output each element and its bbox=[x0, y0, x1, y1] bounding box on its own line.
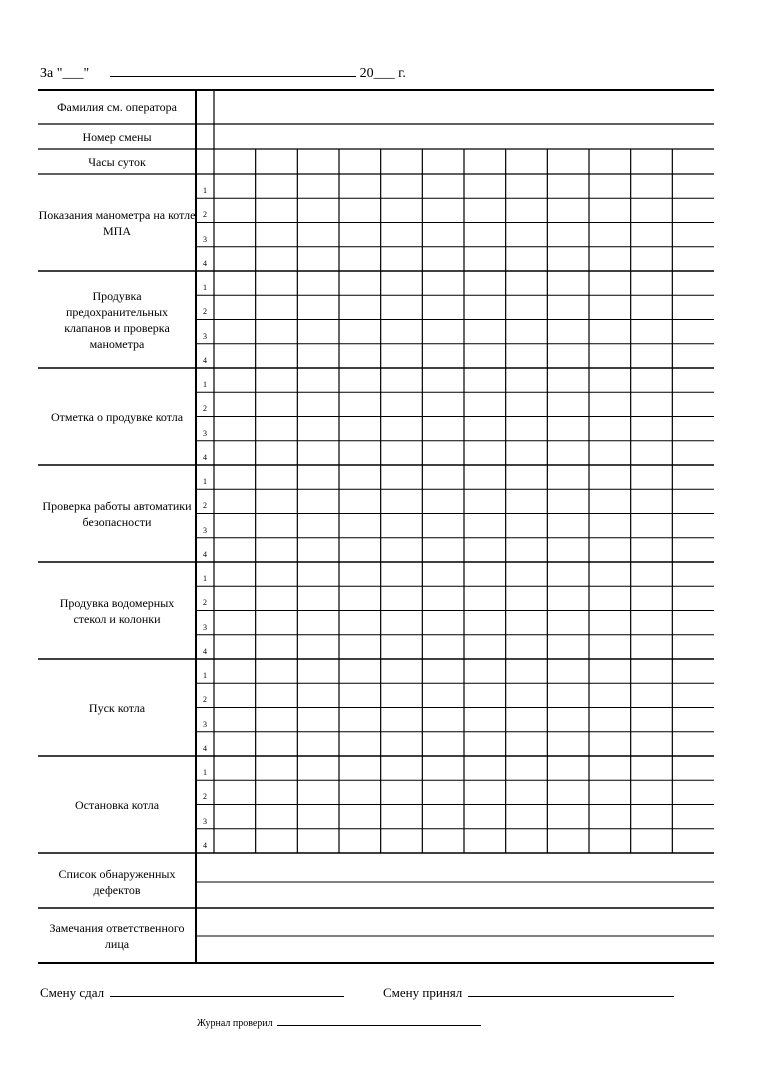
year-prefix: 20 bbox=[359, 66, 374, 81]
section-label-valves: Продувка предохранительных клапанов и проверка манометра bbox=[64, 288, 170, 351]
row-number: 3 bbox=[203, 622, 207, 632]
section-label-manometer: Показания манометра на котле МПА bbox=[38, 207, 196, 238]
row-number: 3 bbox=[203, 816, 207, 826]
section-label-automation: Проверка работы автоматики безопасности bbox=[42, 498, 192, 529]
row-number: 4 bbox=[203, 646, 207, 656]
day-quote-open: " bbox=[56, 66, 63, 81]
shift-number-label: Номер смены bbox=[82, 129, 152, 144]
day-quote-close: " bbox=[83, 66, 90, 81]
remarks-label: Замечания ответственного лица bbox=[49, 920, 185, 951]
row-number: 2 bbox=[203, 307, 207, 317]
accepted-signature[interactable] bbox=[468, 984, 674, 997]
row-number: 4 bbox=[203, 355, 207, 365]
checked-signature[interactable] bbox=[277, 1015, 481, 1026]
day-blank[interactable]: ___ bbox=[62, 66, 84, 81]
row-number: 2 bbox=[203, 501, 207, 511]
row-number: 4 bbox=[203, 549, 207, 559]
row-number: 4 bbox=[203, 840, 207, 850]
row-number: 4 bbox=[203, 452, 207, 462]
row-number: 1 bbox=[203, 186, 207, 195]
row-number: 4 bbox=[203, 258, 207, 268]
row-number: 2 bbox=[203, 404, 207, 414]
row-number: 1 bbox=[203, 671, 207, 680]
row-number: 3 bbox=[203, 234, 207, 244]
year-blank[interactable]: ___ bbox=[373, 66, 395, 81]
defects-label: Список обнаруженных дефектов bbox=[58, 866, 176, 897]
handed-over-label: Смену сдал bbox=[40, 985, 105, 1000]
row-number: 1 bbox=[203, 477, 207, 486]
row-number: 3 bbox=[203, 428, 207, 438]
date-prefix: За bbox=[40, 66, 54, 81]
section-label-boiler-stop: Остановка котла bbox=[74, 797, 160, 812]
year-suffix: г. bbox=[398, 66, 406, 81]
row-number: 2 bbox=[203, 695, 207, 705]
checked-line bbox=[197, 1015, 481, 1029]
section-label-water-glass: Продувка водомерных стекол и колонки bbox=[59, 595, 175, 626]
row-number: 3 bbox=[203, 331, 207, 341]
section-label-boiler-purge: Отметка о продувке котла bbox=[50, 409, 184, 424]
number-column-header bbox=[197, 90, 214, 174]
handed-over-line bbox=[40, 984, 344, 1001]
operator-name-label: Фамилия см. оператора bbox=[57, 100, 177, 114]
row-number: 1 bbox=[203, 380, 207, 389]
row-number: 4 bbox=[203, 743, 207, 753]
row-number: 1 bbox=[203, 574, 207, 583]
row-number: 1 bbox=[203, 283, 207, 292]
row-number: 2 bbox=[203, 598, 207, 608]
handed-over-signature[interactable] bbox=[110, 984, 344, 997]
section-label-boiler-start: Пуск котла bbox=[88, 700, 146, 715]
row-number: 1 bbox=[203, 768, 207, 777]
checked-label: Журнал проверил bbox=[197, 1018, 273, 1029]
hours-label: Часы суток bbox=[88, 154, 146, 169]
row-number: 2 bbox=[203, 210, 207, 220]
accepted-label: Смену принял bbox=[383, 985, 463, 1000]
row-number: 3 bbox=[203, 719, 207, 729]
accepted-line bbox=[383, 984, 674, 1001]
row-number: 2 bbox=[203, 792, 207, 802]
row-number: 3 bbox=[203, 525, 207, 535]
